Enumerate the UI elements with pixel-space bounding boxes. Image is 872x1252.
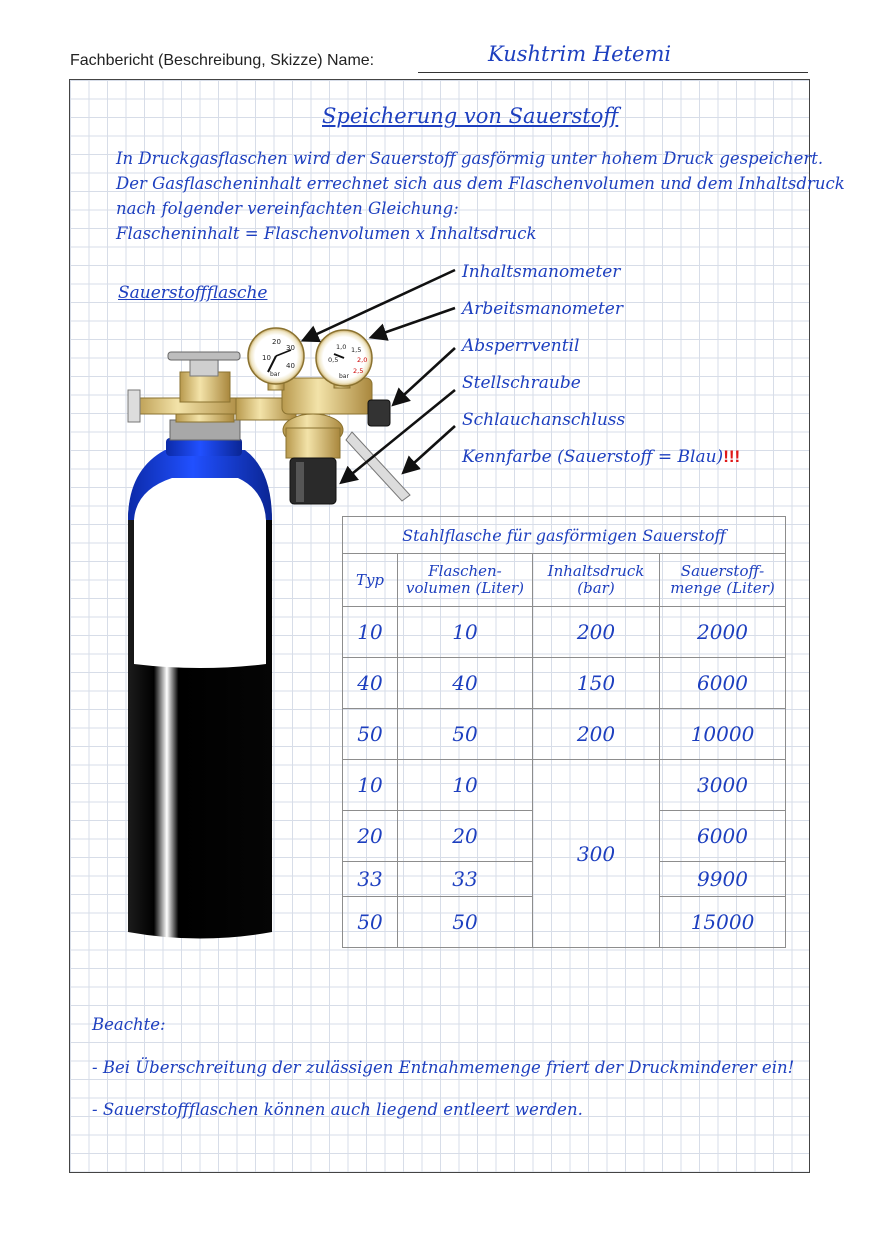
cell-typ: 10	[343, 760, 398, 811]
label-stellschraube: Stellschraube	[462, 373, 581, 393]
gauge-unit: bar	[270, 371, 280, 378]
label-absperrventil: Absperrventil	[462, 336, 580, 356]
gauge-tick: 10	[262, 354, 271, 362]
cell-menge: 6000	[660, 811, 786, 862]
table-row	[343, 709, 786, 760]
cell-volumen: 50	[398, 709, 533, 760]
page-title: Speicherung von Sauerstoff	[322, 104, 619, 128]
label-kennfarbe-text: Kennfarbe (Sauerstoff = Blau)	[462, 447, 724, 467]
cell-druck: 200	[533, 607, 660, 658]
label-schlauchanschluss: Schlauchanschluss	[462, 410, 626, 430]
cell-druck: 200	[533, 709, 660, 760]
table-row	[343, 607, 786, 658]
gauge-tick: 30	[286, 344, 295, 352]
label-inhaltsmanometer: Inhaltsmanometer	[462, 262, 621, 282]
cell-typ: 50	[343, 897, 398, 948]
cell-druck: 150	[533, 658, 660, 709]
cell-volumen: 20	[398, 811, 533, 862]
intro-line: In Druckgasflaschen wird der Sauerstoff gasförmig unter hohem Druck gespeichert.	[116, 149, 824, 168]
gauge-tick: 1,0	[336, 343, 347, 351]
note-item: - Sauerstoffflaschen können auch liegend entleert werden.	[92, 1100, 583, 1119]
intro-line: nach folgender vereinfachten Gleichung:	[116, 199, 459, 218]
cell-menge: 15000	[660, 897, 786, 948]
table-row	[343, 658, 786, 709]
notes-heading: Beachte:	[92, 1015, 166, 1034]
arrow-contents-gauge	[304, 270, 455, 340]
gauge-tick: 2,5	[353, 367, 364, 375]
column-header: Typ	[343, 554, 398, 607]
table-row	[343, 760, 786, 811]
gauge-tick: 20	[272, 338, 281, 346]
gauge-tick: 1,5	[351, 346, 362, 354]
intro-formula: Flascheninhalt = Flaschenvolumen x Inhaltsdruck	[116, 224, 537, 243]
table-caption: Stahlflasche für gasförmigen Sauerstoff	[343, 517, 786, 554]
header-label: Fachbericht (Beschreibung, Skizze) Name:	[70, 52, 375, 69]
cell-menge: 3000	[660, 760, 786, 811]
column-header: Sauerstoff-menge (Liter)	[660, 554, 786, 607]
cell-volumen: 10	[398, 760, 533, 811]
note-item: - Bei Überschreitung der zulässigen Entnahmemenge friert der Druckminderer ein!	[92, 1058, 795, 1077]
gauge-tick: 0,5	[328, 356, 339, 364]
cell-typ: 10	[343, 607, 398, 658]
cell-menge: 2000	[660, 607, 786, 658]
column-header: Flaschen-volumen (Liter)	[398, 554, 533, 607]
label-kennfarbe	[462, 447, 740, 467]
arrow-hose-connection	[404, 426, 455, 472]
cell-typ: 20	[343, 811, 398, 862]
cell-volumen: 33	[398, 862, 533, 897]
cell-druck-merged: 300	[533, 760, 660, 948]
arrow-working-gauge	[372, 308, 455, 337]
cylinder-table	[342, 516, 786, 948]
cell-menge: 10000	[660, 709, 786, 760]
cell-menge: 9900	[660, 862, 786, 897]
arrow-shutoff-valve	[394, 348, 455, 404]
gauge-unit: bar	[339, 373, 349, 380]
emphasis-marks: !!!	[723, 447, 741, 466]
cell-typ: 50	[343, 709, 398, 760]
cell-volumen: 50	[398, 897, 533, 948]
diagram-subheading: Sauerstoffflasche	[118, 283, 268, 303]
cell-typ: 40	[343, 658, 398, 709]
gauge-tick: 40	[286, 362, 295, 370]
cell-typ: 33	[343, 862, 398, 897]
intro-line: Der Gasflascheninhalt errechnet sich aus dem Flaschenvolumen und dem Inhaltsdruck	[116, 174, 845, 193]
cell-volumen: 10	[398, 607, 533, 658]
student-name: Kushtrim Hetemi	[488, 42, 672, 66]
gauge-tick: 2,0	[357, 356, 368, 364]
cell-volumen: 40	[398, 658, 533, 709]
cylinder-body	[128, 455, 272, 939]
cell-menge: 6000	[660, 658, 786, 709]
label-arbeitsmanometer: Arbeitsmanometer	[462, 299, 623, 319]
column-header: Inhaltsdruck (bar)	[533, 554, 660, 607]
